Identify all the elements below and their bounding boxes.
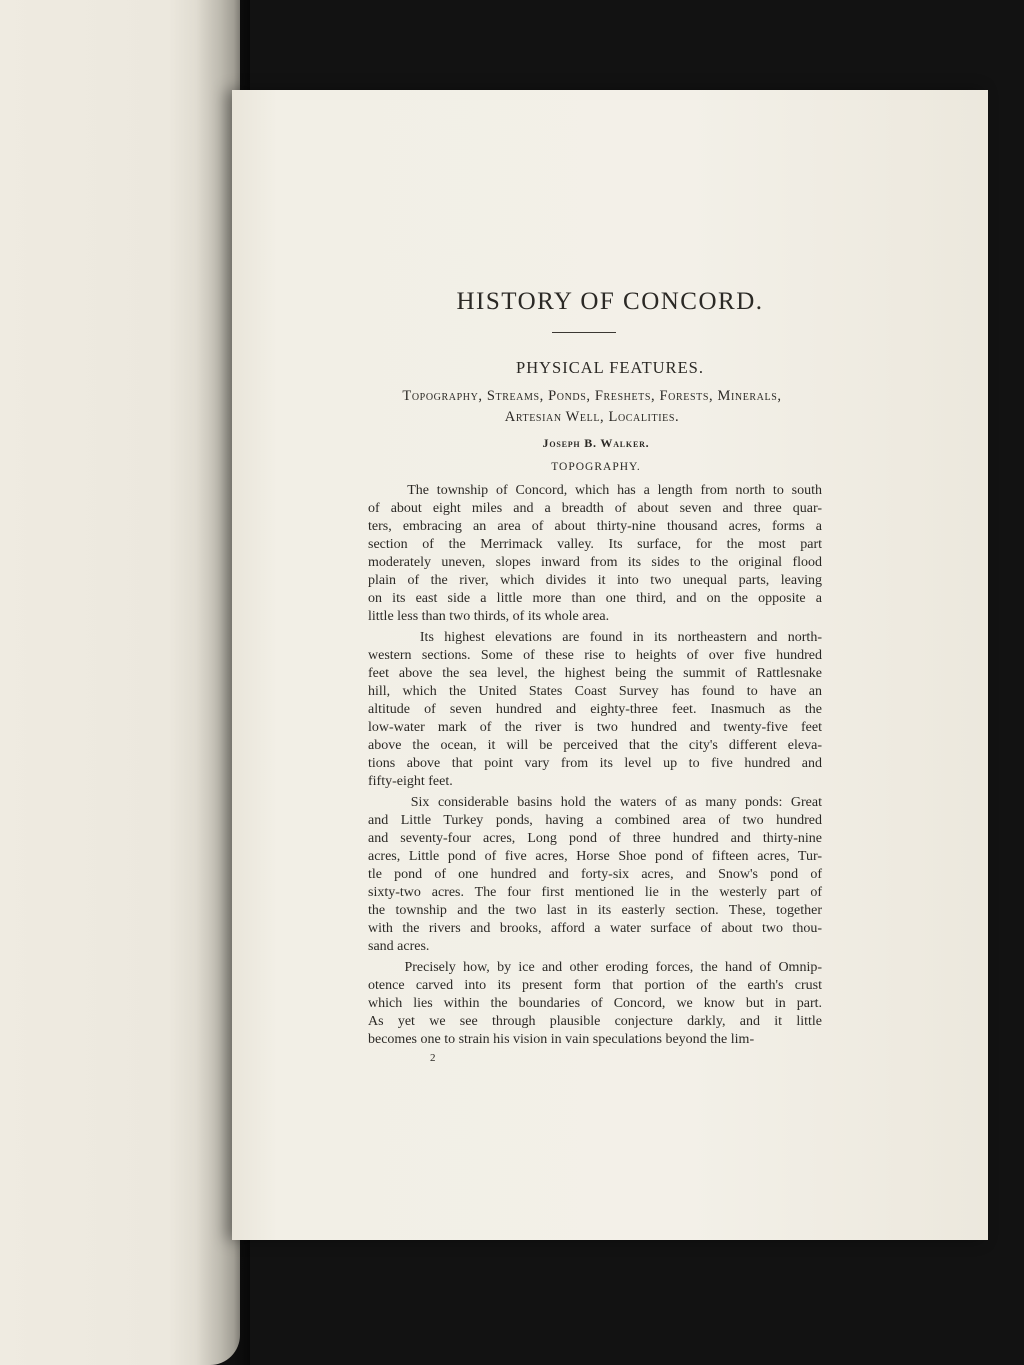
subtitle-line: Topography, Streams, Ponds, Freshets, Forests, Minerals, — [402, 388, 782, 404]
text-line: otence carved into its present form that portion of the earth's crust — [368, 978, 822, 993]
text-line: As yet we see through plausible conjecture darkly, and it little — [368, 1014, 822, 1029]
text-line: acres, Little pond of five acres, Horse Shoe pond of fifteen acres, Tur- — [368, 849, 822, 864]
text-line: of about eight miles and a breadth of about seven and three quar- — [368, 501, 822, 516]
text-line: becomes one to strain his vision in vain speculations beyond the lim- — [368, 1032, 755, 1047]
text-line: feet above the sea level, the highest being the summit of Rattlesnake — [368, 666, 822, 681]
text-line: sixty-two acres. The four first mentioned lie in the westerly part of — [368, 885, 822, 900]
text-line: plain of the river, which divides it into two unequal parts, leaving — [368, 573, 822, 588]
text-line: hill, which the United States Coast Survey has found to have an — [368, 684, 822, 699]
text-line: sand acres. — [368, 939, 430, 954]
text-line: Six considerable basins hold the waters of as many ponds: Great — [368, 795, 822, 810]
text-line: The township of Concord, which has a length from north to south — [368, 483, 822, 498]
text-line: fifty-eight feet. — [368, 774, 453, 789]
author-name: Joseph B. Walker. — [542, 436, 650, 450]
text-line: tions above that point vary from its level up to five hundred and — [368, 756, 822, 771]
paragraph — [368, 629, 822, 791]
text-line: low-water mark of the river is two hundred and twenty-five feet — [368, 720, 822, 735]
text-line: which lies within the boundaries of Concord, we know but in part. — [368, 996, 822, 1011]
section-heading: PHYSICAL FEATURES. — [516, 358, 704, 377]
body-text — [368, 482, 822, 1049]
text-line: little less than two thirds, of its whole area. — [368, 609, 610, 624]
page-title: HISTORY OF CONCORD. — [456, 288, 764, 315]
text-line: on its east side a little more than one third, and on the opposite a — [368, 591, 822, 606]
text-line: Its highest elevations are found in its northeastern and north- — [368, 630, 822, 645]
subsection-heading: TOPOGRAPHY. — [551, 461, 641, 473]
right-page — [232, 90, 988, 1240]
text-line: Precisely how, by ice and other eroding forces, the hand of Omnip- — [368, 960, 822, 975]
paragraph — [368, 794, 822, 956]
paragraph — [368, 482, 822, 626]
text-line: and seventy-four acres, Long pond of three hundred and thirty-nine — [368, 831, 822, 846]
text-line: and Little Turkey ponds, having a combined area of two hundred — [368, 813, 822, 828]
section-subtitle — [352, 386, 832, 428]
text-line: ters, embracing an area of about thirty-nine thousand acres, forms a — [368, 519, 822, 534]
text-line: altitude of seven hundred and eighty-three feet. Inasmuch as the — [368, 702, 822, 717]
text-line: moderately uneven, slopes inward from its sides to the original flood — [368, 555, 822, 570]
title-rule — [552, 332, 616, 333]
text-line: tle pond of one hundred and forty-six acres, and Snow's pond of — [368, 867, 822, 882]
text-line: the township and the two last in its easterly section. These, together — [368, 903, 822, 918]
paragraph — [368, 959, 822, 1049]
page-number: 2 — [430, 1052, 436, 1064]
text-line: section of the Merrimack valley. Its surface, for the most part — [368, 537, 822, 552]
text-line: above the ocean, it will be perceived that the city's different eleva- — [368, 738, 822, 753]
text-line: western sections. Some of these rise to heights of over five hundred — [368, 648, 822, 663]
text-line: with the rivers and brooks, afford a water surface of about two thou- — [368, 921, 822, 936]
subtitle-line: Artesian Well, Localities. — [504, 409, 680, 425]
page-content — [232, 90, 988, 1240]
